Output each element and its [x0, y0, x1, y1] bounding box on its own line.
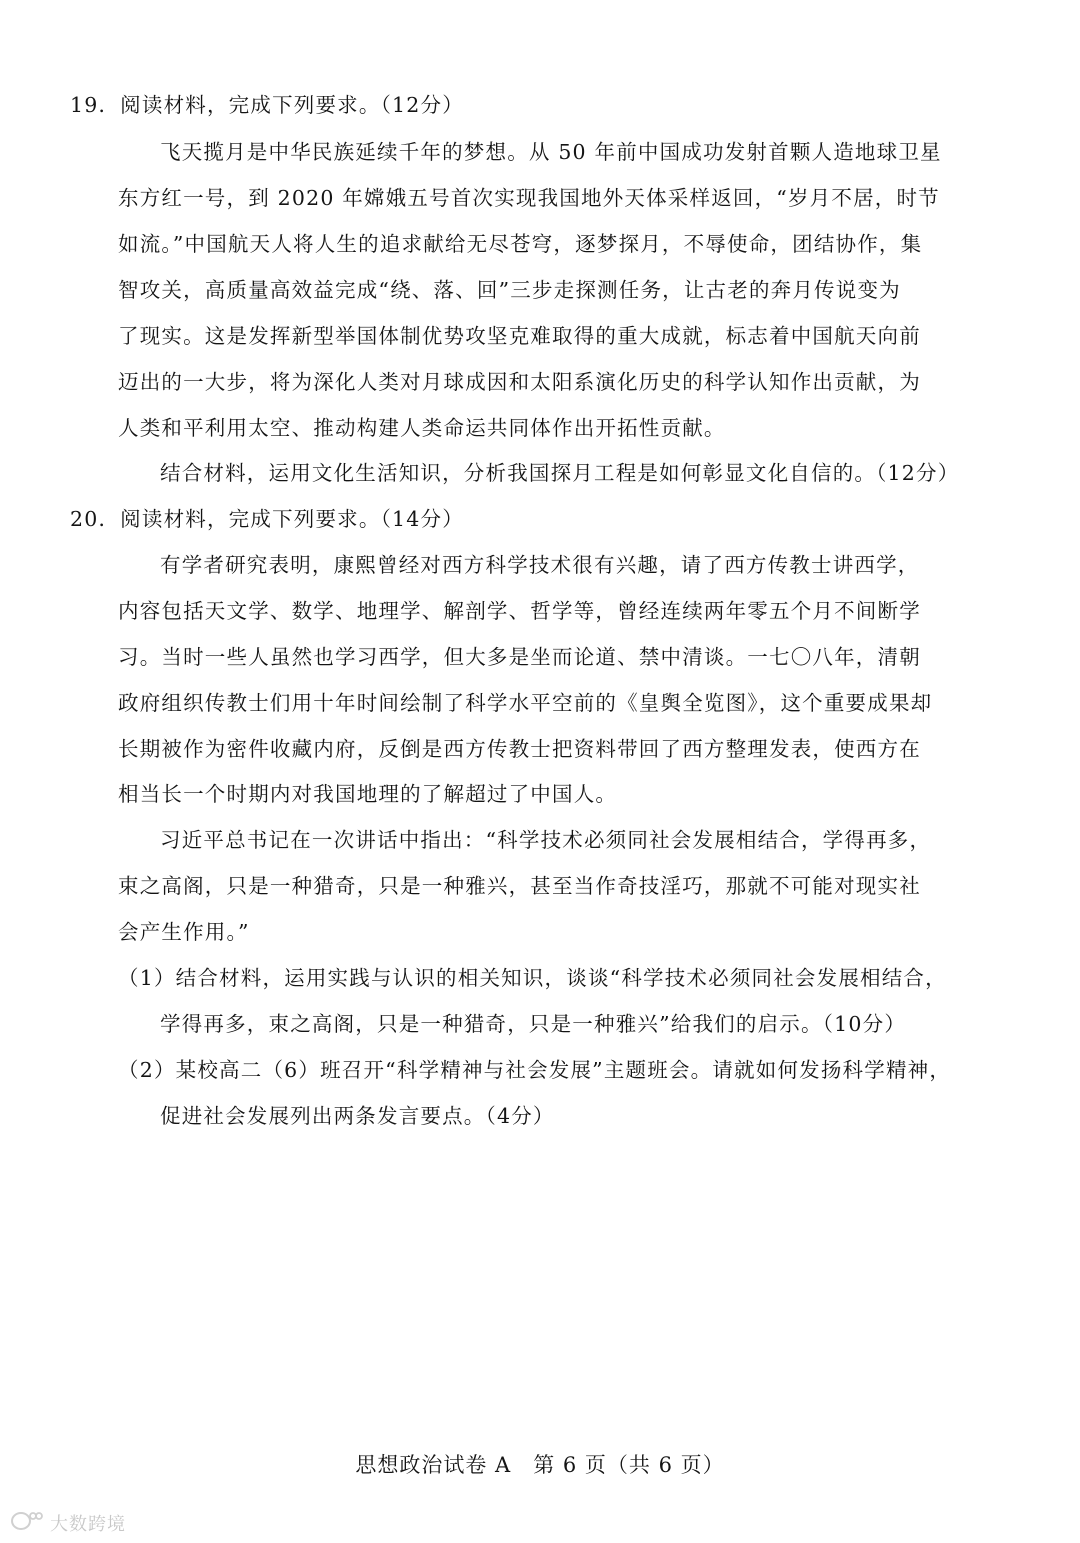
q19-material-line: 如流。”中国航天人将人生的追求献给无尽苍穹，逐梦探月，不辱使命，团结协作，集	[118, 232, 923, 256]
q19-material-line: 人类和平利用太空、推动构建人类命运共同体作出开拓性贡献。	[118, 416, 726, 440]
q20-material-line: 内容包括天文学、数学、地理学、解剖学、哲学等，曾经连续两年零五个月不间断学	[118, 599, 921, 623]
watermark-logo-icon	[10, 1510, 44, 1536]
q20-sub2-line: 促进社会发展列出两条发言要点。（4分）	[160, 1104, 555, 1128]
q20-material-line: 有学者研究表明，康熙曾经对西方科学技术很有兴趣，请了西方传教士讲西学，	[160, 553, 920, 577]
page-footer: 思想政治试卷 A 第 6 页（共 6 页）	[355, 1453, 725, 1477]
q19-material-line: 迈出的一大步，将为深化人类对月球成因和太阳系演化历史的科学认知作出贡献，为	[118, 370, 921, 394]
q20-heading: 20．阅读材料，完成下列要求。（14分）	[70, 507, 464, 531]
q19-question: 结合材料，运用文化生活知识，分析我国探月工程是如何彰显文化自信的。（12分）	[160, 461, 960, 485]
q19-material-line: 智攻关，高质量高效益完成“绕、落、回”三步走探测任务，让古老的奔月传说变为	[118, 278, 901, 302]
q20-quote-line: 会产生作用。”	[118, 920, 250, 944]
watermark-text: 大数跨境	[50, 1514, 126, 1535]
q19-material-line: 飞天揽月是中华民族延续千年的梦想。从 50 年前中国成功发射首颗人造地球卫星	[160, 140, 942, 164]
q20-material-line: 相当长一个时期内对我国地理的了解超过了中国人。	[118, 782, 618, 806]
q20-quote-line: 习近平总书记在一次讲话中指出：“科学技术必须同社会发展相结合，学得再多，	[160, 828, 932, 852]
q20-material-line: 政府组织传教士们用十年时间绘制了科学水平空前的《皇舆全览图》，这个重要成果却	[118, 691, 933, 715]
q20-sub1-line: （1）结合材料，运用实践与认识的相关知识，谈谈“科学技术必须同社会发展相结合，	[118, 966, 947, 990]
q20-material-line: 长期被作为密件收藏内府，反倒是西方传教士把资料带回了西方整理发表，使西方在	[118, 737, 921, 761]
q20-sub2-line: （2）某校高二（6）班召开“科学精神与社会发展”主题班会。请就如何发扬科学精神，	[118, 1058, 952, 1082]
q20-sub1-line: 学得再多，束之高阁，只是一种猎奇，只是一种雅兴”给我们的启示。（10分）	[160, 1012, 907, 1036]
watermark	[10, 1510, 126, 1536]
q19-material-line: 了现实。这是发挥新型举国体制优势攻坚克难取得的重大成就，标志着中国航天向前	[118, 324, 921, 348]
q20-material-line: 习。当时一些人虽然也学习西学，但大多是坐而论道、禁中清谈。一七〇八年，清朝	[118, 645, 921, 669]
q19-material-line: 东方红一号，到 2020 年嫦娥五号首次实现我国地外天体采样返回，“岁月不居，时节	[118, 186, 940, 210]
q19-heading: 19．阅读材料，完成下列要求。（12分）	[70, 93, 464, 117]
q20-quote-line: 束之高阁，只是一种猎奇，只是一种雅兴，甚至当作奇技淫巧，那就不可能对现实社	[118, 874, 921, 898]
